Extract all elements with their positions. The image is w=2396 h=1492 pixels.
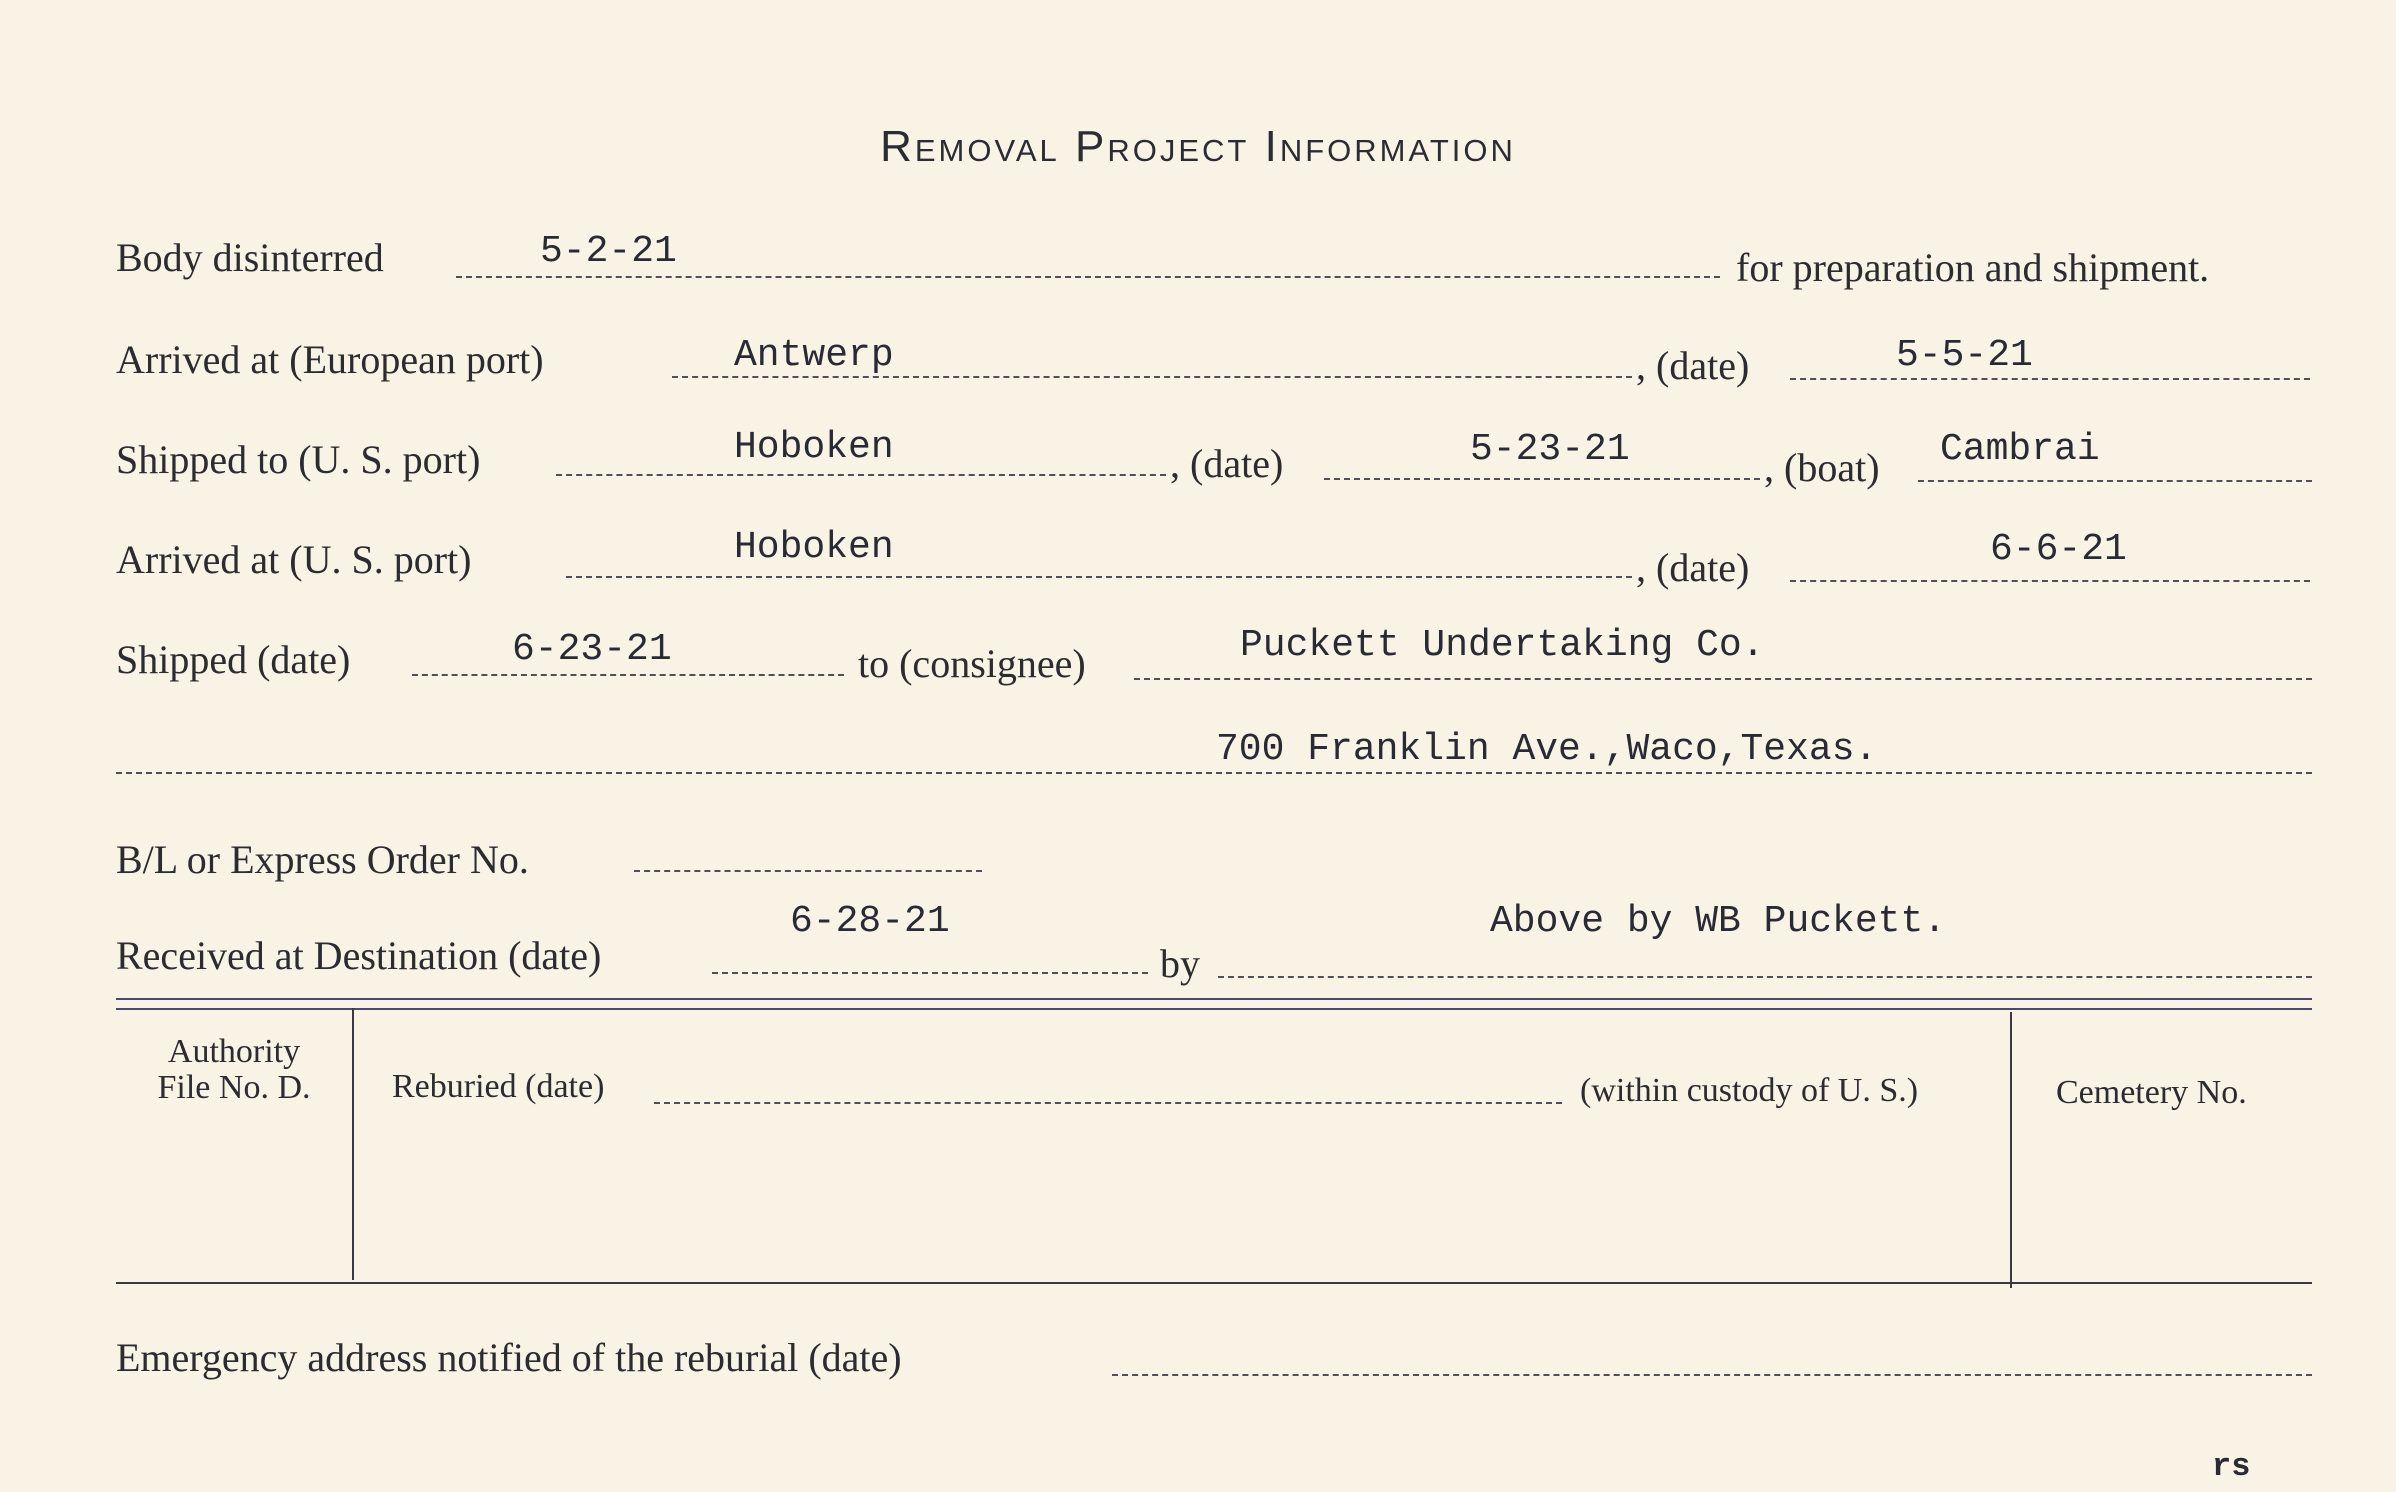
box-divider-right [2010, 1012, 2012, 1288]
received-by: Above by WB Puckett. [1490, 900, 1947, 943]
consignee-name: Puckett Undertaking Co. [1240, 624, 1765, 667]
received-date-line [712, 972, 1148, 974]
arrived-us-date-label: , (date) [1636, 545, 1750, 590]
arrived-us-port-line [566, 576, 1632, 578]
shipped-us-port-line [556, 474, 1166, 476]
authority-line2: File No. D. [157, 1069, 311, 1106]
bl-order-line [634, 870, 982, 872]
body-disinterred-label: Body disinterred [116, 235, 384, 280]
arrived-european-label: Arrived at (European port) [116, 337, 544, 382]
reburied-label: Reburied (date) [392, 1068, 605, 1105]
arrived-european-port: Antwerp [734, 334, 894, 377]
emergency-label: Emergency address notified of the reburial (date) [116, 1335, 902, 1380]
body-disinterred-line [456, 276, 1720, 278]
shipped-us-boat: Cambrai [1940, 428, 2100, 471]
shipped-us-boat-label: , (boat) [1764, 445, 1880, 490]
reburied-suffix: (within custody of U. S.) [1580, 1072, 1919, 1109]
shipped-us-date: 5-23-21 [1470, 428, 1630, 471]
cemetery-label: Cemetery No. [2056, 1074, 2247, 1111]
received-by-line [1218, 976, 2312, 978]
shipped-us-date-label: , (date) [1170, 441, 1284, 486]
consignee-label: to (consignee) [858, 641, 1086, 686]
reburied-line [654, 1102, 1562, 1104]
authority-line1: Authority [167, 1033, 301, 1070]
arrived-european-date-label: , (date) [1636, 343, 1750, 388]
shipped-us-port: Hoboken [734, 426, 894, 469]
body-disinterred-date: 5-2-21 [540, 230, 677, 273]
arrived-us-date-line [1790, 580, 2310, 582]
authority-label [116, 1034, 352, 1106]
emergency-line [1112, 1374, 2312, 1376]
double-rule-top [116, 998, 2312, 1000]
body-disinterred-suffix: for preparation and shipment. [1736, 245, 2210, 290]
clerk-initials: rs [2212, 1448, 2251, 1485]
arrived-us-label: Arrived at (U. S. port) [116, 537, 472, 582]
shipped-date: 6-23-21 [512, 628, 672, 671]
shipped-date-line [412, 674, 844, 676]
arrived-european-date: 5-5-21 [1896, 334, 2033, 377]
received-date: 6-28-21 [790, 900, 950, 943]
shipped-us-date-line [1324, 478, 1760, 480]
address-line [116, 772, 2312, 774]
arrived-us-port: Hoboken [734, 526, 894, 569]
card-title: Removal Project Information [880, 122, 1516, 171]
received-label: Received at Destination (date) [116, 933, 602, 978]
consignee-address: 700 Franklin Ave.,Waco,Texas. [1216, 728, 1878, 771]
consignee-line [1134, 678, 2312, 680]
received-by-label: by [1160, 941, 1200, 986]
bl-order-label: B/L or Express Order No. [116, 837, 529, 882]
box-bottom-rule [116, 1282, 2312, 1284]
shipped-us-label: Shipped to (U. S. port) [116, 437, 481, 482]
arrived-european-date-line [1790, 378, 2310, 380]
box-divider-left [352, 1008, 354, 1280]
shipped-us-boat-line [1918, 480, 2312, 482]
arrived-us-date: 6-6-21 [1990, 528, 2127, 571]
double-rule-bottom [116, 1008, 2312, 1010]
shipped-date-label: Shipped (date) [116, 637, 351, 682]
